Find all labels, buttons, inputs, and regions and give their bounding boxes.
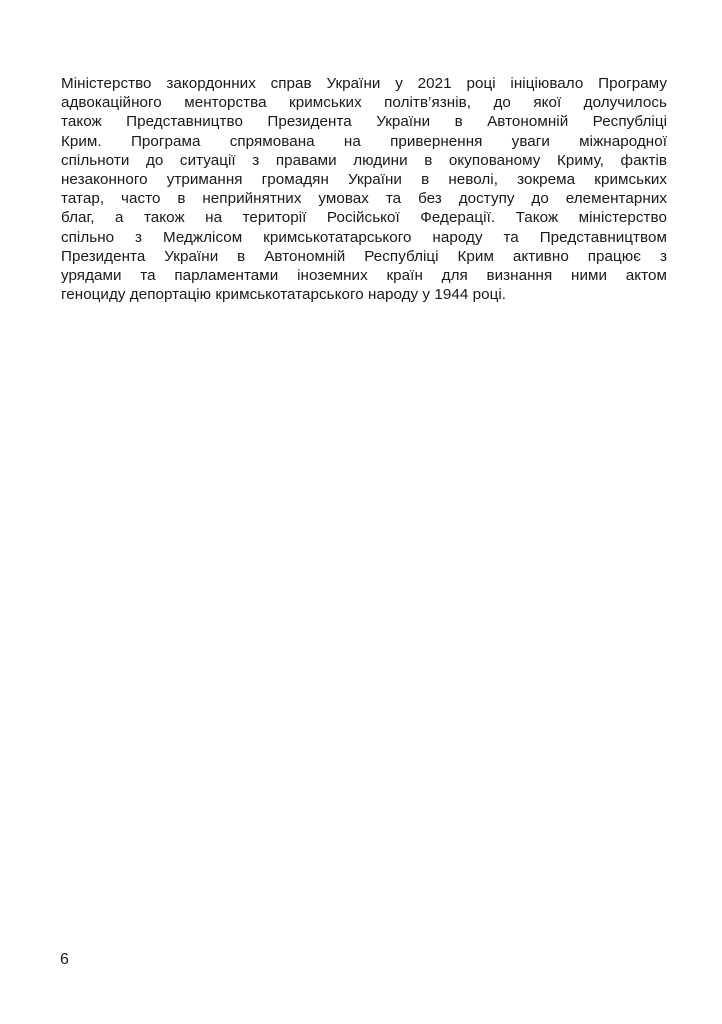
- paragraph-line: татар, часто в неприйнятних умовах та без доступу до елементарних: [61, 190, 667, 208]
- paragraph-line: Президента України в Автономній Республіці Крим активно працює з: [61, 247, 667, 265]
- body-paragraph: [61, 74, 667, 304]
- paragraph-line: Міністерство закордонних справ України у 2021 році ініціювало Програму: [61, 75, 667, 92]
- paragraph-line: адвокаційного менторства кримських політв’язнів, до якої долучилось: [61, 94, 667, 112]
- page-number: 6: [60, 951, 69, 968]
- paragraph-line: спільноти до ситуації з правами людини в окупованому Криму, фактів: [61, 151, 667, 169]
- paragraph-line: геноциду депортацію кримськотатарського народу у 1944 році.: [61, 286, 507, 304]
- paragraph-line: благ, а також на території Російської Федерації. Також міністерство: [61, 209, 667, 227]
- paragraph-line: також Представництво Президента України в Автономній Республіці: [61, 113, 667, 131]
- paragraph-line: урядами та парламентами іноземних країн для визнання ними актом: [61, 267, 667, 285]
- paragraph-line: Крим. Програма спрямована на привернення уваги міжнародної: [61, 132, 667, 150]
- paragraph-line: спільно з Меджлісом кримськотатарського народу та Представництвом: [61, 228, 667, 246]
- paragraph-line: незаконного утримання громадян України в неволі, зокрема кримських: [61, 171, 667, 189]
